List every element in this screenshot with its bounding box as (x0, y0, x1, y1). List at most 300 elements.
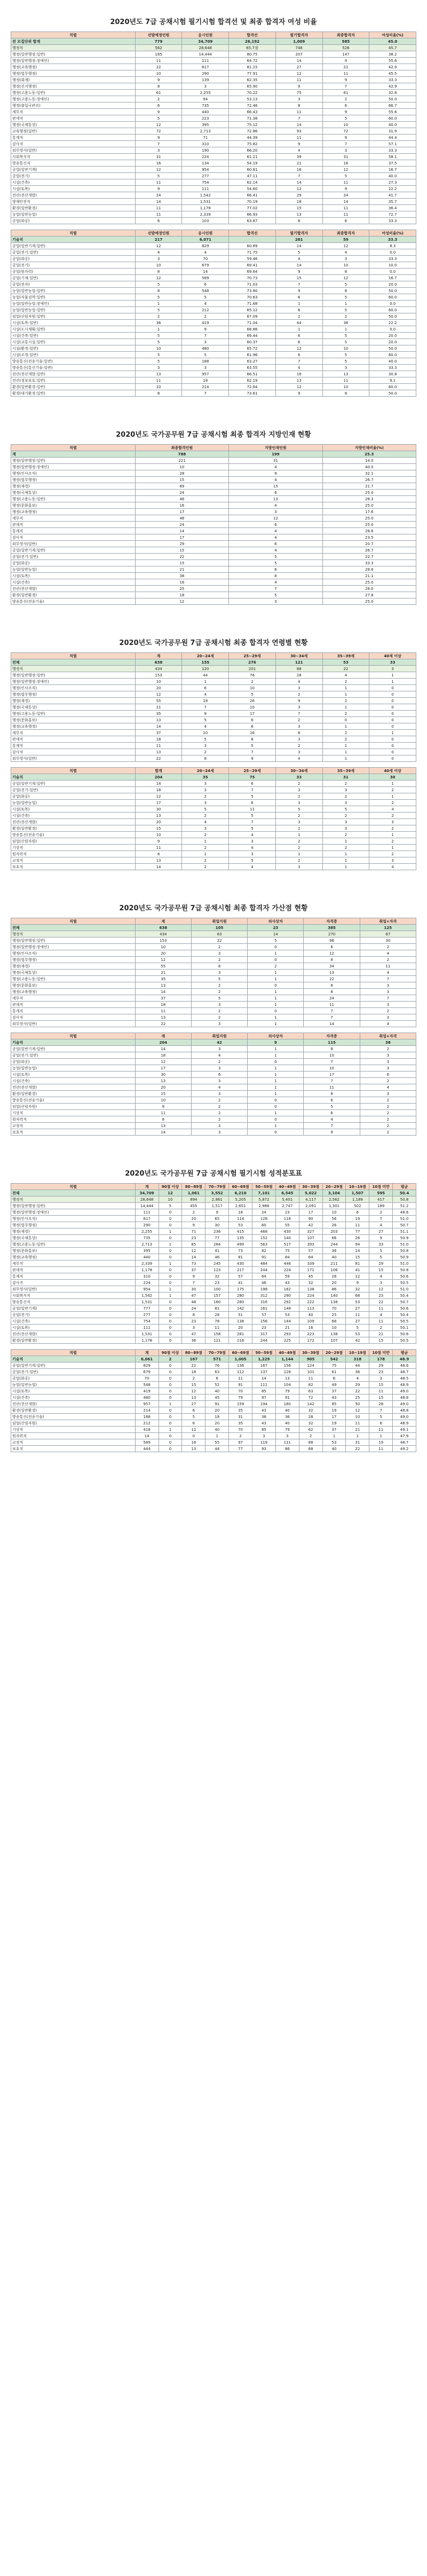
table-cell: 11 (135, 179, 182, 186)
table-cell: 1 (369, 781, 416, 787)
table-cell: 8 (135, 288, 182, 294)
table-cell: 9 (135, 77, 182, 83)
table-row (11, 490, 416, 496)
table-cell: 9 (135, 838, 182, 845)
table-cell: 69.64 (229, 269, 276, 275)
table-cell: 53 (322, 1439, 346, 1446)
table-cell: 4 (182, 691, 229, 698)
table-cell: 2 (182, 813, 229, 819)
table-cell: 7 (275, 711, 322, 717)
table-cell: 2 (275, 743, 322, 749)
table-cell: 1,507 (346, 1190, 369, 1196)
table-cell: 1 (248, 976, 304, 982)
column-header: 필기합격자 (275, 230, 322, 237)
table-cell: 6 (304, 944, 360, 950)
table-cell: 5 (182, 806, 229, 813)
table-row (11, 365, 416, 371)
table-cell: 전체 (11, 659, 136, 666)
column-header: 선발예정인원 (135, 230, 182, 237)
table-cell: 14 (248, 931, 304, 938)
table-cell: 31 (229, 1414, 252, 1420)
table-cell: 1 (159, 1401, 182, 1407)
table-row (11, 1395, 416, 1401)
column-header: 50~59점 (252, 1184, 275, 1190)
table-cell: 5 (191, 976, 247, 982)
table-cell: 1 (322, 864, 369, 870)
table-row (11, 541, 416, 547)
table-cell: 2 (191, 982, 247, 989)
table-cell: 공업(전기:일반) (11, 249, 136, 256)
table-cell: 7 (322, 141, 369, 147)
table-cell: 통계직 (11, 743, 136, 749)
table-cell: 105 (191, 925, 247, 931)
table-cell: 공업(화공) (11, 1375, 136, 1382)
table-cell: 69.41 (229, 262, 276, 269)
table-cell: 21 (135, 970, 191, 976)
table-row (11, 352, 416, 358)
table-cell: 11 (275, 135, 322, 141)
column-header: 40~49점 (275, 1184, 299, 1190)
table-cell: 0 (159, 1248, 182, 1254)
table-cell: 72.86 (229, 128, 276, 135)
table-cell: 22 (346, 1446, 369, 1452)
table-cell: 153 (135, 672, 182, 679)
column-header: 평균 (393, 1184, 416, 1190)
table-cell: 21 (369, 1331, 393, 1337)
table-cell: 128 (252, 1216, 275, 1222)
table-cell: 9 (205, 1209, 229, 1216)
table-row (11, 515, 416, 522)
table-cell: 66.93 (229, 211, 276, 218)
table-cell: 7 (275, 358, 322, 365)
table-cell: 48.5 (393, 1375, 416, 1382)
table-cell: 32 (299, 1280, 322, 1286)
table-cell: 7 (369, 1407, 393, 1414)
table-cell: 1 (322, 1433, 346, 1439)
table-cell: 735 (182, 103, 229, 109)
table-cell: 64 (299, 1254, 322, 1261)
table-cell: 5,205 (229, 1196, 252, 1203)
table-cell: 3 (191, 1021, 247, 1027)
table-row (11, 806, 416, 813)
table-cell: 시설(토목) (11, 186, 136, 192)
table-cell: 10 (135, 384, 182, 390)
table-cell: 외무영사(일반) (11, 1021, 136, 1027)
table-cell: 3,104 (322, 1190, 346, 1196)
table-cell: 7 (304, 1078, 360, 1084)
table-cell: 20 (322, 1280, 346, 1286)
table-cell: 6 (229, 723, 276, 730)
table-cell: 25.0 (322, 579, 416, 586)
table-cell: 4 (304, 1116, 360, 1123)
table-cell: 8 (229, 736, 276, 743)
table-cell: 3 (360, 1002, 416, 1008)
table-cell: 교정직 (11, 1439, 136, 1446)
table-cell: 2 (191, 989, 247, 995)
table-cell: 2 (322, 832, 369, 838)
table-cell: 행정(법무행정) (11, 691, 136, 698)
table-cell: 2,091 (299, 1203, 322, 1209)
table-cell: 전산(전산개발) (11, 819, 136, 825)
table-cell: 8 (322, 288, 369, 294)
table-cell: 5 (369, 1414, 393, 1420)
column-header: 직렬 (11, 918, 136, 925)
table-cell: 2 (159, 1356, 182, 1362)
table-cell: 47 (182, 1331, 205, 1337)
table-row (11, 70, 416, 77)
table-cell: 3 (360, 1059, 416, 1065)
table-cell: 66.43 (229, 109, 276, 115)
table-cell: 103 (182, 218, 229, 224)
table-cell: 4 (369, 864, 416, 870)
table-cell: 77.02 (229, 205, 276, 211)
table-row (11, 730, 416, 736)
table-cell: 1 (322, 691, 369, 698)
table-cell: 감사직 (11, 534, 136, 541)
table-cell: 13 (135, 1123, 191, 1129)
table-cell: 3 (360, 1014, 416, 1021)
table-cell: 779 (135, 38, 182, 45)
table-cell: 77 (229, 1446, 252, 1452)
table-cell: 61.21 (229, 154, 276, 160)
table-cell: 18 (182, 698, 229, 704)
table-cell: 2 (360, 1008, 416, 1014)
table-cell: 3 (191, 1129, 247, 1136)
table-cell: 방송통신(통신기술:일반) (11, 365, 136, 371)
table-cell: 1 (275, 301, 322, 307)
table-cell: 2 (322, 736, 369, 743)
table-row (11, 326, 416, 333)
table-cell: 시설(도시계획:일반) (11, 326, 136, 333)
table-cell: 223 (299, 1331, 322, 1337)
table-cell: 30 (135, 806, 182, 813)
table-row (11, 1407, 416, 1414)
table-cell: 4 (229, 547, 322, 554)
table-cell: 6,545 (275, 1190, 299, 1196)
table-cell: 기술직 (11, 1356, 136, 1362)
table-cell: 5 (135, 339, 182, 345)
table-cell: 9 (304, 1129, 360, 1136)
table-cell: 1 (182, 679, 229, 685)
table-cell: 60.0 (369, 352, 416, 358)
table-cell: 5 (322, 806, 369, 813)
column-header: 직렬 (11, 32, 136, 38)
table-cell: 12 (275, 70, 322, 77)
table-cell: 2 (275, 691, 322, 698)
table-cell: 0 (369, 723, 416, 730)
table-cell: 63 (191, 931, 247, 938)
table-cell: 80.75 (229, 51, 276, 58)
table-cell: 방재안전직 (11, 199, 136, 205)
table-cell: 14 (252, 1375, 275, 1382)
table-cell: 1 (248, 950, 304, 957)
table-cell: 59 (322, 237, 369, 243)
table-row (11, 1273, 416, 1280)
table-cell: 29 (135, 541, 228, 547)
table-row (11, 205, 416, 211)
table-cell: 17 (229, 711, 276, 717)
table-cell: 공업(일반기계:일반) (11, 781, 136, 787)
table-cell: 행정(일반행정:장애인) (11, 944, 136, 950)
table-cell: 공업(전기) (11, 262, 136, 269)
table-cell: 4 (229, 464, 322, 470)
table-cell: 4 (229, 832, 276, 838)
table-cell: 190 (182, 147, 229, 154)
table-cell: 280 (229, 1299, 252, 1305)
table-row (11, 851, 416, 857)
table-cell: 134 (182, 160, 229, 167)
table-cell: 201 (229, 666, 276, 672)
table-cell: 8 (135, 851, 182, 857)
table-cell: 2 (191, 957, 247, 963)
table-cell: 34,709 (182, 38, 229, 45)
section-title: 2020년도 국가공무원 7급 공채시험 필기시험 성적분포표 (125, 1170, 302, 1178)
table-cell: 480 (182, 345, 229, 352)
table-cell: 61 (322, 1369, 346, 1375)
table-cell: 8 (275, 103, 322, 109)
table-cell: 25.3 (322, 451, 416, 458)
table-cell: 4 (275, 147, 322, 154)
table-cell: 2 (369, 813, 416, 819)
table-cell: 33.3 (322, 560, 416, 566)
table-cell: 224 (299, 1293, 322, 1299)
table-cell: 23 (248, 925, 304, 931)
table-cell: 316 (252, 1299, 275, 1305)
table-cell: 32.1 (322, 470, 416, 477)
table-cell: 3 (229, 598, 322, 605)
table-cell: 전산(전산개발:일반) (11, 371, 136, 377)
table-cell: 24 (135, 490, 228, 496)
table-cell: 6,061 (135, 1356, 159, 1362)
table-cell: 28 (299, 1414, 322, 1420)
table-row (11, 586, 416, 592)
table-cell: 444 (135, 1446, 159, 1452)
table-cell: 행정(회계) (11, 77, 136, 83)
table-cell: 11 (205, 1325, 229, 1331)
table-cell: 3 (322, 256, 369, 262)
table-cell: 182 (275, 1286, 299, 1293)
table-cell: 2,986 (252, 1203, 275, 1209)
table-cell: 시설(건축) (11, 1078, 136, 1084)
table-cell: 70 (182, 256, 229, 262)
table-cell: 14 (135, 199, 182, 205)
table-cell: 2 (229, 679, 276, 685)
table-cell: 72.7 (369, 211, 416, 218)
table-cell: 14 (275, 122, 322, 128)
table-cell: 62.14 (229, 179, 276, 186)
column-header: 직렬 (11, 445, 136, 451)
table-cell: 6 (369, 1420, 393, 1427)
table-cell: 147 (322, 51, 369, 58)
table-cell: 0 (159, 1216, 182, 1222)
table-cell: 8 (304, 957, 360, 963)
table-row (11, 281, 416, 288)
table-cell: 32 (299, 1420, 322, 1427)
table-cell: 777 (135, 1305, 159, 1312)
table-cell: 0 (159, 1325, 182, 1331)
table-cell: 33.3 (369, 147, 416, 154)
table-cell: 2 (182, 845, 229, 851)
table-cell: 1 (248, 1123, 304, 1129)
table-cell: 32 (346, 1286, 369, 1293)
table-cell: 7 (182, 1280, 205, 1286)
table-cell: 시설(건축) (11, 1318, 136, 1325)
table-cell: 1,531 (135, 1299, 159, 1305)
table-cell: 37 (135, 995, 191, 1002)
table-cell: 15 (275, 275, 322, 281)
table-cell: 4 (346, 1375, 369, 1382)
table-cell: 15 (135, 547, 228, 554)
table-cell: 2 (369, 838, 416, 845)
table-cell: 20 (135, 819, 182, 825)
table-row (11, 1414, 416, 1420)
table-cell: 행정(고용노동:장애인) (11, 96, 136, 103)
table-row (11, 1248, 416, 1254)
table-cell: 전산(정보보호:일반) (11, 377, 136, 384)
table-cell: 36 (182, 1337, 205, 1344)
table-cell: 120 (182, 666, 229, 672)
table-cell: 원자력직 (11, 1116, 136, 1123)
table-cell: 13 (135, 749, 182, 755)
table-cell: 754 (135, 1318, 159, 1325)
table-cell: 68 (299, 1446, 322, 1452)
table-row (11, 320, 416, 326)
table-cell: 11 (346, 1312, 369, 1318)
table-cell: 5 (182, 294, 229, 301)
table-cell: 11 (299, 1375, 322, 1382)
table-cell: 6 (229, 717, 276, 723)
table-cell: 217 (135, 237, 182, 243)
table-cell: 시설(토목) (11, 1388, 136, 1395)
table-cell: 48.8 (393, 1395, 416, 1401)
table-cell: 22.7 (322, 554, 416, 560)
table-row (11, 704, 416, 711)
table-cell: 1,542 (182, 192, 229, 199)
table-cell: 60.37 (229, 339, 276, 345)
table-cell: 임업(산림자원) (11, 1104, 136, 1110)
table-cell: 행정(일반행정:일반) (11, 938, 136, 944)
table-row (11, 96, 416, 103)
table-cell: 환경(일반환경) (11, 205, 136, 211)
table-cell: 15 (369, 1267, 393, 1273)
table-cell: 시설(건축:일반) (11, 333, 136, 339)
table-cell: 0 (159, 1222, 182, 1228)
table-cell: 50.5 (393, 1318, 416, 1325)
table-cell: 7 (360, 995, 416, 1002)
table-cell: 1,531 (182, 199, 229, 205)
table-cell: 0 (248, 1129, 304, 1136)
table-cell: 7 (182, 333, 229, 339)
table-cell: 142 (229, 1305, 252, 1312)
table-cell: 6 (275, 333, 322, 339)
table-cell: 1 (159, 1228, 182, 1235)
table-cell: 2 (182, 857, 229, 864)
table-cell: 2 (360, 1116, 416, 1123)
table-cell: 3 (182, 800, 229, 806)
table-cell: 행정(국제통상) (11, 122, 136, 128)
table-cell: 행정(일반행정:일반) (11, 1203, 136, 1209)
column-header: 여성비율(%) (369, 230, 416, 237)
table-cell: 23 (369, 1369, 393, 1375)
table-cell: 0 (159, 1382, 182, 1388)
table-cell: 69.44 (229, 333, 276, 339)
table-cell: 12 (135, 167, 182, 173)
table-cell: 12 (369, 1286, 393, 1293)
table-cell: 72.64 (229, 384, 276, 390)
document (11, 0, 416, 1452)
table-cell: 30 (369, 774, 416, 781)
table-header-row (11, 445, 416, 451)
table-cell: 35 (135, 976, 191, 982)
table-cell: 11 (135, 211, 182, 218)
table-cell: 0 (248, 1059, 304, 1065)
table-cell: 20.0 (369, 281, 416, 288)
table-cell: 10 (229, 704, 276, 711)
table-cell: 기상직 (11, 1427, 136, 1433)
table-cell: 212 (135, 1420, 159, 1427)
table-cell: 10 (135, 464, 228, 470)
table-row (11, 534, 416, 541)
table-row (11, 723, 416, 730)
table-cell: 244 (252, 1267, 275, 1273)
table-cell: 0.0 (369, 326, 416, 333)
table-cell: 5 (229, 813, 276, 819)
table-cell: 9 (275, 698, 322, 704)
table-cell: 0 (369, 755, 416, 762)
table-row (11, 1116, 416, 1123)
table-cell: 11 (322, 179, 369, 186)
table-cell: 111 (252, 1382, 275, 1388)
table-row (11, 845, 416, 851)
table-cell: 8 (275, 730, 322, 736)
table-cell: 행정직 (11, 666, 136, 672)
table-row (11, 1059, 416, 1065)
table-cell: 2 (182, 1209, 205, 1216)
table-row (11, 787, 416, 793)
table-cell: 2 (275, 781, 322, 787)
table-cell: 65.72 (229, 345, 276, 352)
table-row (11, 685, 416, 691)
table-cell: 41 (346, 1267, 369, 1273)
table-cell: 281 (229, 1331, 252, 1337)
table-cell: 23 (369, 1293, 393, 1299)
table-cell: 통계직 (11, 135, 136, 141)
table-cell: 46 (135, 496, 228, 502)
table-cell: 40 (322, 1446, 346, 1452)
table-cell: 2 (369, 787, 416, 793)
table-cell: 45.7 (369, 45, 416, 51)
column-header: 직렬 (11, 1033, 136, 1039)
table-cell: 261 (275, 237, 322, 243)
table-cell: 36 (322, 1248, 346, 1254)
table-row (11, 451, 416, 458)
table-cell: 75 (275, 90, 322, 96)
column-header: 25~29세 (229, 768, 276, 774)
table-cell: 0 (369, 749, 416, 755)
table-cell: 13 (135, 982, 191, 989)
table-cell: 0 (322, 717, 369, 723)
table-cell: 50.1 (393, 1325, 416, 1331)
table-cell: 6 (182, 281, 229, 288)
table-row (11, 58, 416, 64)
column-header: 20~29점 (322, 1184, 346, 1190)
table-cell: 51.0 (393, 1261, 416, 1267)
table-cell: 128 (275, 1369, 299, 1375)
table-cell: 5 (322, 115, 369, 122)
table-cell: 28.3 (322, 496, 416, 502)
table-cell: 시설(건축) (11, 813, 136, 819)
table-cell: 27 (182, 1401, 205, 1407)
